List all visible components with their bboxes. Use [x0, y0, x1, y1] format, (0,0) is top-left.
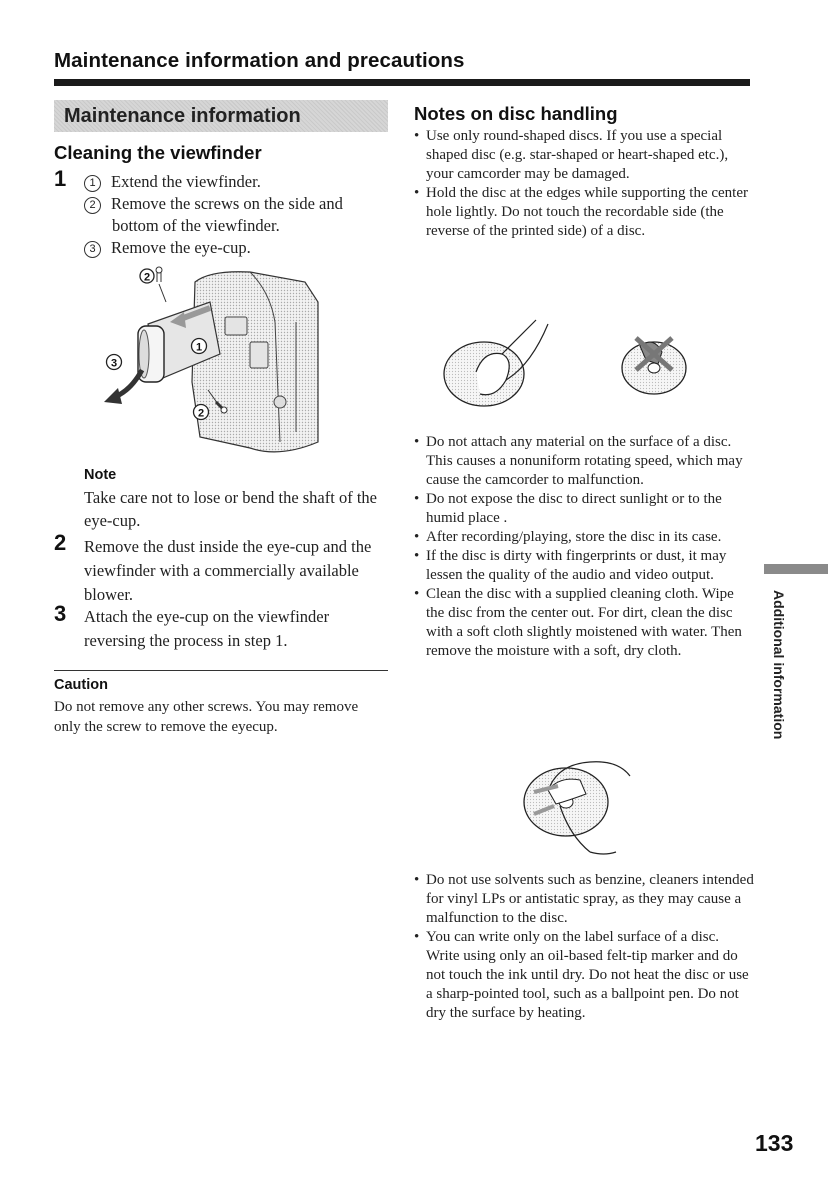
- caution-rule: [54, 670, 388, 671]
- step-1-item-1: [84, 171, 261, 193]
- page-number: 133: [755, 1130, 794, 1156]
- circled-marker: 2: [84, 197, 101, 214]
- step-2-text: Remove the dust inside the eye-cup and the viewfinder with a commercially available blower.: [84, 537, 372, 604]
- step-1-item-3: [84, 237, 251, 259]
- list-item: • If the disc is dirty with fingerprints or dust, it may lessen the quality of the audio and video output.: [414, 547, 754, 585]
- disc-notes-list-a: [414, 127, 754, 241]
- side-tab-marker: [764, 564, 828, 574]
- step-3-text: Attach the eye-cup on the viewfinder reversing the process in step 1.: [84, 607, 330, 650]
- step-1-item-2-text-cont: bottom of the viewfinder.: [112, 216, 280, 235]
- callout-3: 3: [110, 357, 118, 370]
- step-1-item-2-text: Remove the screws on the side and: [111, 194, 343, 213]
- list-item: • Do not attach any material on the surface of a disc. This causes a nonuniform rotating speed, which may cause the camcorder to malfunction.: [414, 433, 754, 490]
- callout-2-bottom: 2: [197, 407, 205, 420]
- heading-cleaning-viewfinder: Cleaning the viewfinder: [54, 142, 262, 163]
- circled-marker: 3: [84, 241, 101, 258]
- disc-hold-wrong-illustration: [618, 330, 698, 400]
- page-header-title: Maintenance information and precautions: [54, 49, 465, 72]
- header-rule: [54, 79, 750, 86]
- caution-text: Do not remove any other screws. You may remove only the screw to remove the eyecup.: [54, 699, 359, 735]
- disc-notes-list-c: [414, 871, 754, 1023]
- caution-label: Caution: [54, 677, 108, 693]
- list-item: • You can write only on the label surface of a disc. Write using only an oil-based felt-tip marker and do not touch the ink until dry. Do not heat the disc or use a sharp-pointed tool, such as a ballpoint pen. Do not dry the surface by heating.: [414, 928, 754, 1023]
- side-tab-label-text: Additional information: [771, 590, 787, 740]
- callout-1: 1: [195, 341, 203, 354]
- disc-hold-correct-illustration: [436, 310, 556, 410]
- section-banner: Maintenance information: [54, 100, 388, 132]
- heading-disc-handling: Notes on disc handling: [414, 103, 618, 124]
- callout-2-top: 2: [143, 271, 151, 284]
- step-1-number: 1: [54, 166, 67, 191]
- side-tab-label: [771, 590, 791, 750]
- circled-marker: 1: [84, 175, 101, 192]
- disc-cleaning-illustration: [520, 756, 646, 860]
- step-2-number: 2: [54, 530, 67, 555]
- list-item: • After recording/playing, store the disc in its case.: [414, 528, 754, 547]
- step-1-item-2: [84, 193, 384, 237]
- note-label: Note: [84, 467, 117, 483]
- list-item: • Do not expose the disc to direct sunlight or to the humid place .: [414, 490, 754, 528]
- viewfinder-illustration: [100, 262, 322, 462]
- list-item: • Clean the disc with a supplied cleaning cloth. Wipe the disc from the center out. For dirt, clean the disc with a soft cloth slightly moistened with water. Then remove the moisture with a soft, dry cloth.: [414, 585, 754, 661]
- list-item: • Use only round-shaped discs. If you use a special shaped disc (e.g. star-shaped or heart-shaped etc.), your camcorder may be damaged.: [414, 127, 754, 184]
- step-1-item-1-text: Extend the viewfinder.: [111, 172, 261, 191]
- step-3-number: 3: [54, 601, 67, 626]
- list-item: • Hold the disc at the edges while supporting the center hole lightly. Do not touch the recordable side (the reverse of the printed side) of a disc.: [414, 184, 754, 241]
- note-text: Take care not to lose or bend the shaft of the eye-cup.: [84, 488, 377, 530]
- step-1-item-3-text: Remove the eye-cup.: [111, 238, 251, 257]
- disc-notes-list-b: [414, 433, 754, 661]
- list-item: • Do not use solvents such as benzine, cleaners intended for vinyl LPs or antistatic spray, as they may cause a malfunction to the disc.: [414, 871, 754, 928]
